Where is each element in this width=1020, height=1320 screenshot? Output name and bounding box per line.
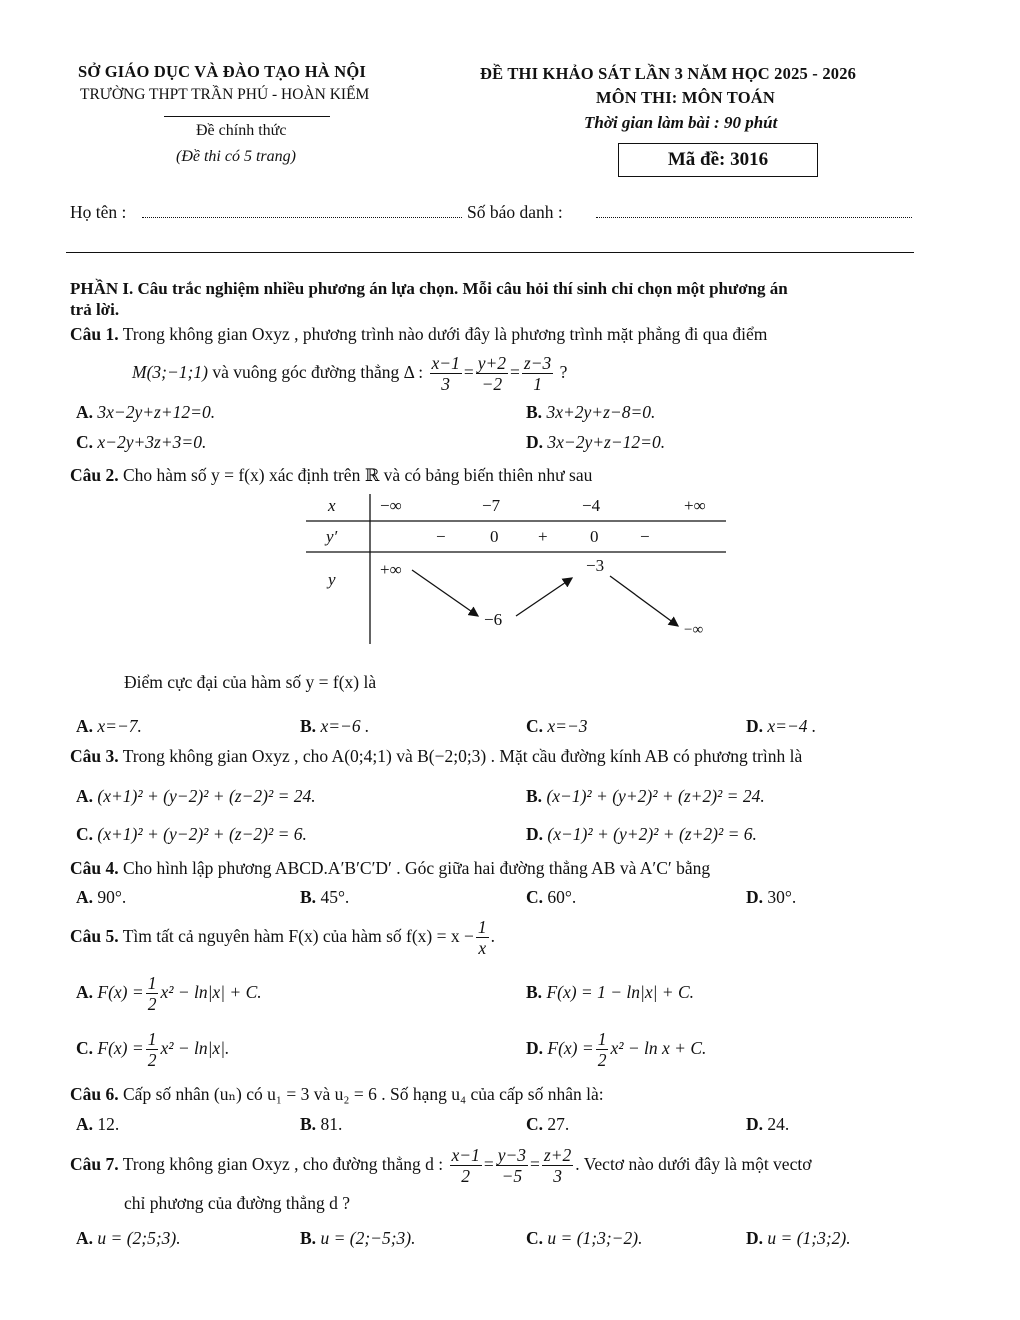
question-4 [70,858,710,879]
q7-option-d[interactable]: D. u = (1;3;2). [746,1228,851,1248]
q7-option-c[interactable]: C. u = (1;3;−2). [526,1228,643,1248]
table-yprime-sign: + [538,527,548,546]
question-7: Câu 7. Trong không gian Oxyz , cho đường thẳng d : $\frac{x-1}{2}$ = $\frac{y-3}{-5}$ = $\frac{z+2}{3}$ . Vectơ nào dưới đây là một vectơ [70,1145,812,1187]
q6-label: Câu 6. [70,1084,119,1104]
q3-option-a[interactable]: A. (x+1)² + (y−2)² + (z−2)² = 24. [76,786,316,806]
table-x-value: −∞ [380,496,402,515]
table-y-value: −6 [484,610,503,629]
exam-duration: Thời gian làm bài : 90 phút [584,113,778,132]
q1-label: Câu 1. [70,324,119,344]
q5-option-c[interactable]: C. F(x) = $\frac{1}{2}$ x² − ln|x|. [76,1029,230,1071]
question-1 [70,324,767,345]
q1-line2: M(3;−1;1) và vuông góc đường thẳng Δ : $\frac{x-1}{3}$ = $\frac{y+2}{-2}$ = $\frac{z-3}{1}$ ? [132,353,568,395]
q4-option-c[interactable]: C. 60°. [526,887,577,907]
header-divider [164,116,330,117]
q1-text: Trong không gian Oxyz , phương trình nào dưới đây là phương trình mặt phẳng đi qua điểm [122,324,768,344]
page-count: (Đề thi có 5 trang) [176,148,296,165]
q7-tail: . Vectơ nào dưới đây là một vectơ [575,1154,812,1174]
q3-option-d[interactable]: D. (x−1)² + (y+2)² + (z+2)² = 6. [526,824,757,844]
q4-option-b[interactable]: B. 45°. [300,887,350,907]
table-yprime-zero: 0 [590,527,599,546]
arrow-increase [516,578,572,616]
student-name-label: Họ tên : [70,202,127,222]
q1-option-c[interactable]: C. x−2y+3z+3=0. [76,432,207,452]
q1-fraction-x: $\frac{x-1}{3}$ [431,353,460,395]
table-yprime-sign: − [640,527,650,546]
q7-text: Trong không gian Oxyz , cho đường thẳng d : [122,1154,444,1174]
q5-text: Tìm tất cả nguyên hàm F(x) của hàm số f(x) = x − [122,926,474,946]
q1-point: M(3;−1;1) [132,362,208,382]
student-id-field[interactable] [596,217,912,218]
q1-option-d[interactable]: D. 3x−2y+z−12=0. [526,432,666,452]
q6-option-b[interactable]: B. 81. [300,1114,343,1134]
q2-option-a[interactable]: A. x=−7. [76,716,142,736]
q4-option-a[interactable]: A. 90°. [76,887,127,907]
question-3 [70,746,802,767]
arrow-decrease-2 [610,576,678,626]
info-divider [66,252,914,253]
table-yprime-zero: 0 [490,527,499,546]
q7-fraction-x: $\frac{x-1}{2}$ [451,1145,480,1187]
q7-option-b[interactable]: B. u = (2;−5;3). [300,1228,416,1248]
q5-option-d[interactable]: D. F(x) = $\frac{1}{2}$ x² − ln x + C. [526,1029,707,1071]
q3-text: Trong không gian Oxyz , cho A(0;4;1) và B(−2;0;3) . Mặt cầu đường kính AB có phương trình là [122,746,803,766]
table-y-value: −∞ [684,622,704,638]
q1-fraction-z: $\frac{z-3}{1}$ [523,353,552,395]
q1-option-b[interactable]: B. 3x+2y+z−8=0. [526,402,656,422]
q2-question: Điểm cực đại của hàm số y = f(x) là [124,672,377,692]
q6-option-a[interactable]: A. 12. [76,1114,120,1134]
official-label: Đề chính thức [196,122,287,139]
exam-code: Mã đề: 3016 [667,149,769,170]
q2-text: Cho hàm số y = f(x) xác định trên ℝ và có bảng biến thiên như sau [123,465,593,485]
q7-label: Câu 7. [70,1154,119,1174]
q7-fraction-z: $\frac{z+2}{3}$ [543,1145,572,1187]
q3-option-b[interactable]: B. (x−1)² + (y+2)² + (z+2)² = 24. [526,786,765,806]
q7-line2: chỉ phương của đường thẳng d ? [124,1193,351,1213]
table-x-value: +∞ [684,496,706,515]
department-name: SỞ GIÁO DỤC VÀ ĐÀO TẠO HÀ NỘI [78,62,367,81]
question-2 [70,465,592,486]
student-name-field[interactable] [142,217,462,218]
q4-label: Câu 4. [70,858,119,878]
q7-option-a[interactable]: A. u = (2;5;3). [76,1228,181,1248]
part1-title-cont: trả lời. [70,300,120,319]
q3-label: Câu 3. [70,746,119,766]
variation-table [306,494,726,644]
q2-option-d[interactable]: D. x=−4 . [746,716,817,736]
table-yprime-sign: − [436,527,446,546]
q6-option-d[interactable]: D. 24. [746,1114,790,1134]
q7-fraction-y: $\frac{y-3}{-5}$ [497,1145,527,1187]
q5-label: Câu 5. [70,926,119,946]
table-y-value: +∞ [380,560,402,579]
exam-title: ĐỀ THI KHẢO SÁT LẦN 3 NĂM HỌC 2025 - 2026 [480,64,857,83]
subject-title: MÔN THI: MÔN TOÁN [596,88,775,107]
q5-option-a[interactable]: A. F(x) = $\frac{1}{2}$ x² − ln|x| + C. [76,973,262,1015]
q2-option-c[interactable]: C. x=−3 [526,716,588,736]
q2-option-b[interactable]: B. x=−6 . [300,716,370,736]
table-x-label: x [328,496,336,515]
table-yprime-label: y′ [326,527,338,546]
student-id-label: Số báo danh : [467,202,563,222]
table-y-label: y [328,570,336,589]
table-x-value: −7 [482,496,501,515]
arrow-decrease-1 [412,570,478,616]
q6-option-c[interactable]: C. 27. [526,1114,570,1134]
question-5: Câu 5. Tìm tất cả nguyên hàm F(x) của hàm số f(x) = x − $\frac{1}{x}$ . [70,917,495,959]
school-name: TRƯỜNG THPT TRẦN PHÚ - HOÀN KIẾM [80,86,370,103]
q5-fraction: $\frac{1}{x}$ [477,917,487,959]
q4-text: Cho hình lập phương ABCD.A′B′C′D′ . Góc giữa hai đường thẳng AB và A′C′ bằng [123,858,711,878]
table-x-value: −4 [582,496,601,515]
question-6 [70,1084,604,1105]
q5-option-b[interactable]: B. F(x) = 1 − ln|x| + C. [526,982,695,1002]
q2-label: Câu 2. [70,465,119,485]
q4-option-d[interactable]: D. 30°. [746,887,797,907]
variation-table-svg [306,494,726,644]
q1-fraction-y: $\frac{y+2}{-2}$ [477,353,507,395]
part1-title: PHẦN I. Câu trắc nghiệm nhiều phương án lựa chọn. Mỗi câu hỏi thí sinh chỉ chọn một phương án [70,279,788,298]
exam-code-box [618,143,818,177]
q1-option-a[interactable]: A. 3x−2y+z+12=0. [76,402,216,422]
q6-text: Cấp số nhân (uₙ) có u₁ = 3 và u₂ = 6 . Số hạng u₄ của cấp số nhân là: [123,1084,604,1104]
q1-line2-text: và vuông góc đường thẳng Δ : [212,362,424,382]
q3-option-c[interactable]: C. (x+1)² + (y−2)² + (z−2)² = 6. [76,824,307,844]
table-y-value: −3 [586,556,605,575]
